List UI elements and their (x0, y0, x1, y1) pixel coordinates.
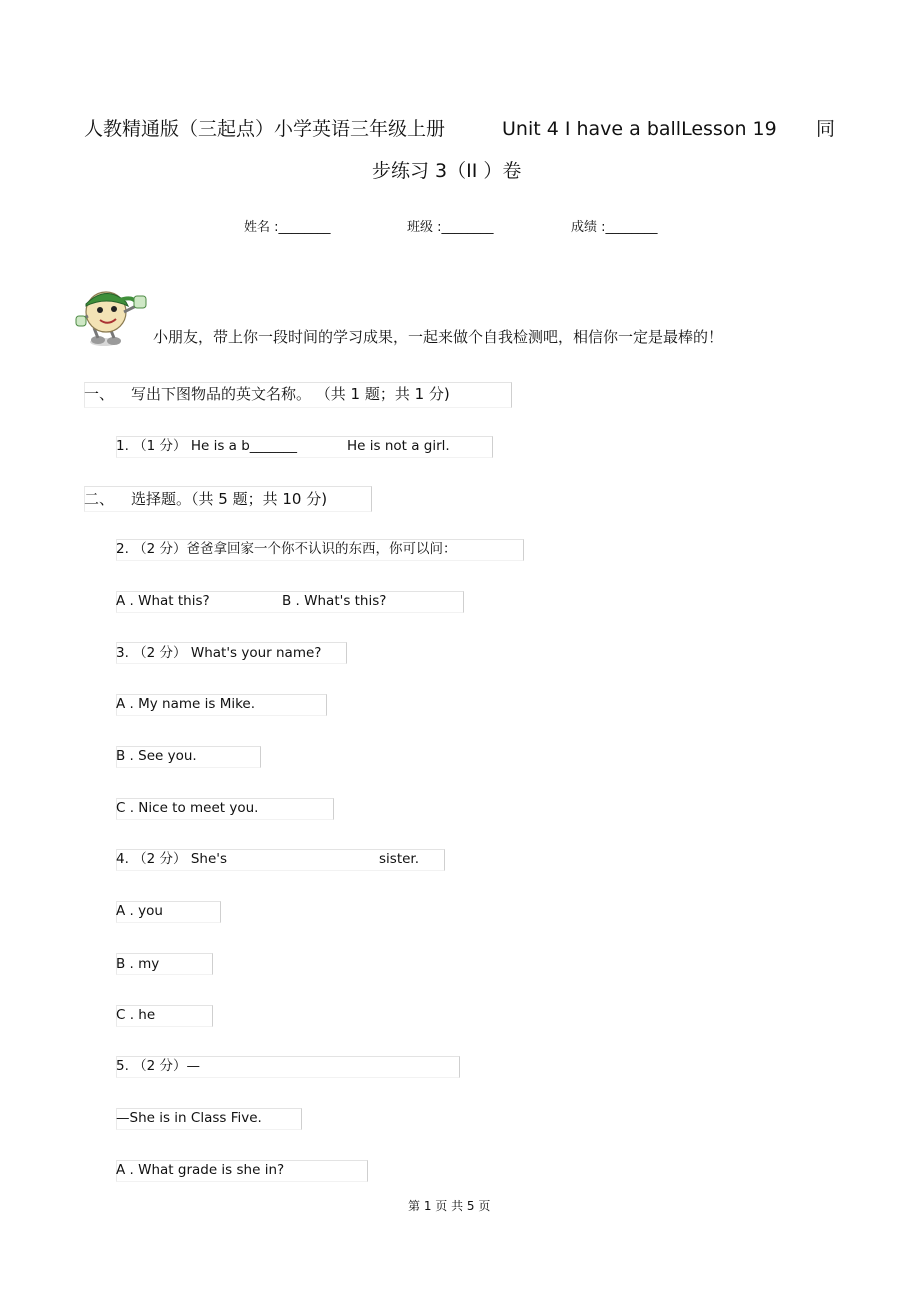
cartoon-boy-mascot-icon (74, 282, 150, 348)
title-line1-english: Unit 4 I have a ballLesson 19 (502, 118, 777, 140)
question-1-extra: He is not a girl. (347, 438, 450, 454)
question-2-option-b[interactable]: B . What's this? (282, 593, 387, 609)
page-footer: 第 1 页 共 5 页 (408, 1199, 491, 1213)
question-3-option-a[interactable]: A . My name is Mike. (116, 696, 256, 712)
question-1-text: 1. （1 分） He is a b_______ (116, 438, 298, 454)
question-3-option-c[interactable]: C . Nice to meet you. (116, 800, 259, 816)
question-5-option-a[interactable]: A . What grade is she in? (116, 1162, 285, 1178)
question-4-option-a[interactable]: A . you (116, 903, 163, 919)
question-3-text: 3. （2 分） What's your name? (116, 645, 322, 661)
section-1-number: 一、 (84, 385, 115, 403)
question-4-option-b[interactable]: B . my (116, 956, 160, 972)
section-2-title: 选择题。（共 5 题；共 10 分) (131, 490, 328, 508)
question-4-option-c[interactable]: C . he (116, 1007, 156, 1023)
title-line1-tail: 同 (816, 118, 836, 140)
name-field-label: 姓名 :________ (244, 220, 331, 235)
class-field-label: 班级 :________ (407, 220, 494, 235)
title-line1-chinese: 人教精通版（三起点）小学英语三年级上册 (84, 118, 446, 140)
question-4-extra: sister. (379, 851, 420, 867)
question-5-text: 5. （2 分）— (116, 1058, 201, 1074)
question-3-option-b[interactable]: B . See you. (116, 748, 197, 764)
section-1-title: 写出下图物品的英文名称。 （共 1 题；共 1 分) (131, 385, 450, 403)
title-line2: 步练习 3（II ）卷 (372, 160, 522, 182)
question-2-option-a[interactable]: A . What this? (116, 593, 210, 609)
score-field-label: 成绩 :________ (571, 220, 658, 235)
question-4-text: 4. （2 分） She's (116, 851, 228, 867)
section-2-number: 二、 (84, 490, 115, 508)
question-2-text: 2. （2 分）爸爸拿回家一个你不认识的东西，你可以问： (116, 541, 457, 557)
question-5-answer: —She is in Class Five. (116, 1110, 262, 1126)
encouragement-text: 小朋友，带上你一段时间的学习成果，一起来做个自我检测吧，相信你一定是最棒的！ (153, 328, 724, 346)
